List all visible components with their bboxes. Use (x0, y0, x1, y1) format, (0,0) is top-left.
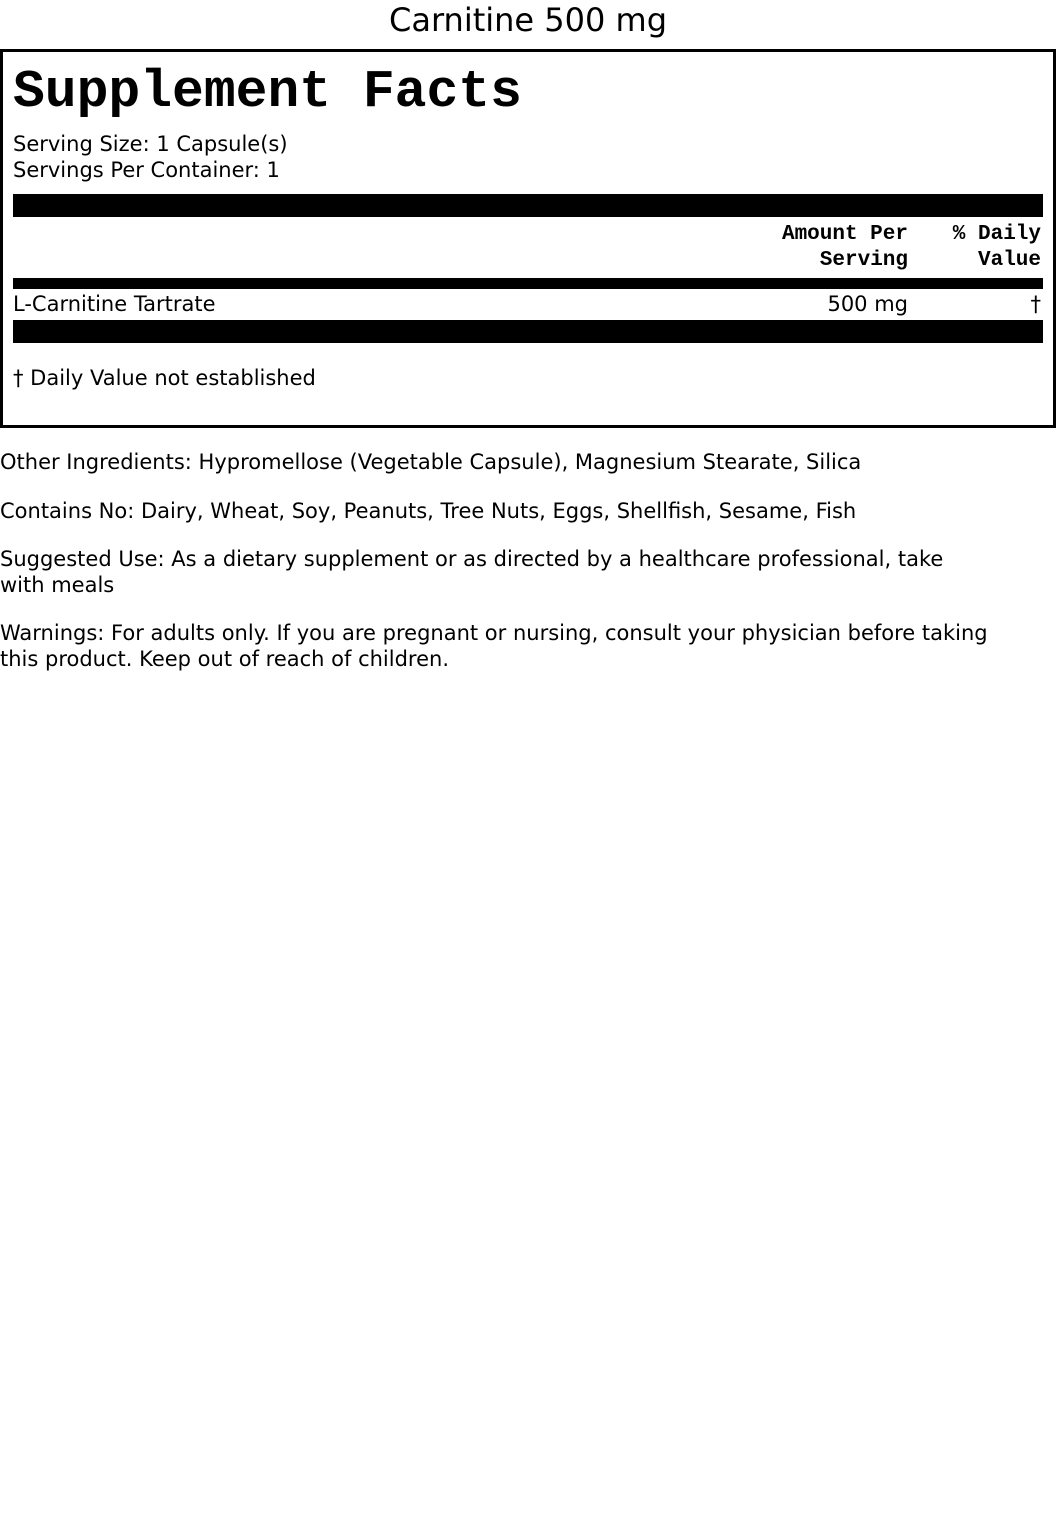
nutrient-daily-value: † (1030, 292, 1041, 316)
amount-header-line1: Amount Per (781, 223, 908, 246)
suggested-use (0, 546, 1056, 598)
thick-divider-bottom (13, 320, 1043, 343)
suggested-use-line1: Suggested Use: As a dietary supplement or as directed by a healthcare professional, take (0, 547, 944, 571)
daily-value-footnote: † Daily Value not established (13, 366, 316, 390)
dv-header-line1: % Daily (952, 223, 1041, 246)
medium-divider (13, 278, 1043, 289)
servings-per-container: Servings Per Container: 1 (13, 158, 280, 182)
page-title: Carnitine 500 mg (388, 1, 668, 39)
thick-divider-top (13, 194, 1043, 217)
amount-per-serving-header (782, 222, 908, 274)
amount-header-line2: Serving (819, 249, 908, 272)
serving-info (13, 131, 288, 183)
supplement-facts-heading: Supplement Facts (13, 62, 522, 122)
warnings-line2: this product. Keep out of reach of children. (0, 647, 450, 671)
other-ingredients: Other Ingredients: Hypromellose (Vegetable Capsule), Magnesium Stearate, Silica (0, 450, 862, 474)
serving-size: Serving Size: 1 Capsule(s) (13, 132, 288, 156)
warnings (0, 620, 1056, 672)
nutrient-name: L-Carnitine Tartrate (13, 292, 216, 316)
daily-value-header (953, 222, 1041, 274)
nutrient-amount: 500 mg (827, 292, 908, 316)
warnings-line1: Warnings: For adults only. If you are pregnant or nursing, consult your physician before taking (0, 621, 988, 645)
nutrient-row (13, 290, 1043, 318)
supplement-facts-panel (0, 49, 1056, 428)
suggested-use-line2: with meals (0, 573, 115, 597)
dv-header-line2: Value (977, 249, 1041, 272)
contains-no: Contains No: Dairy, Wheat, Soy, Peanuts, Tree Nuts, Eggs, Shellfish, Sesame, Fish (0, 499, 857, 523)
